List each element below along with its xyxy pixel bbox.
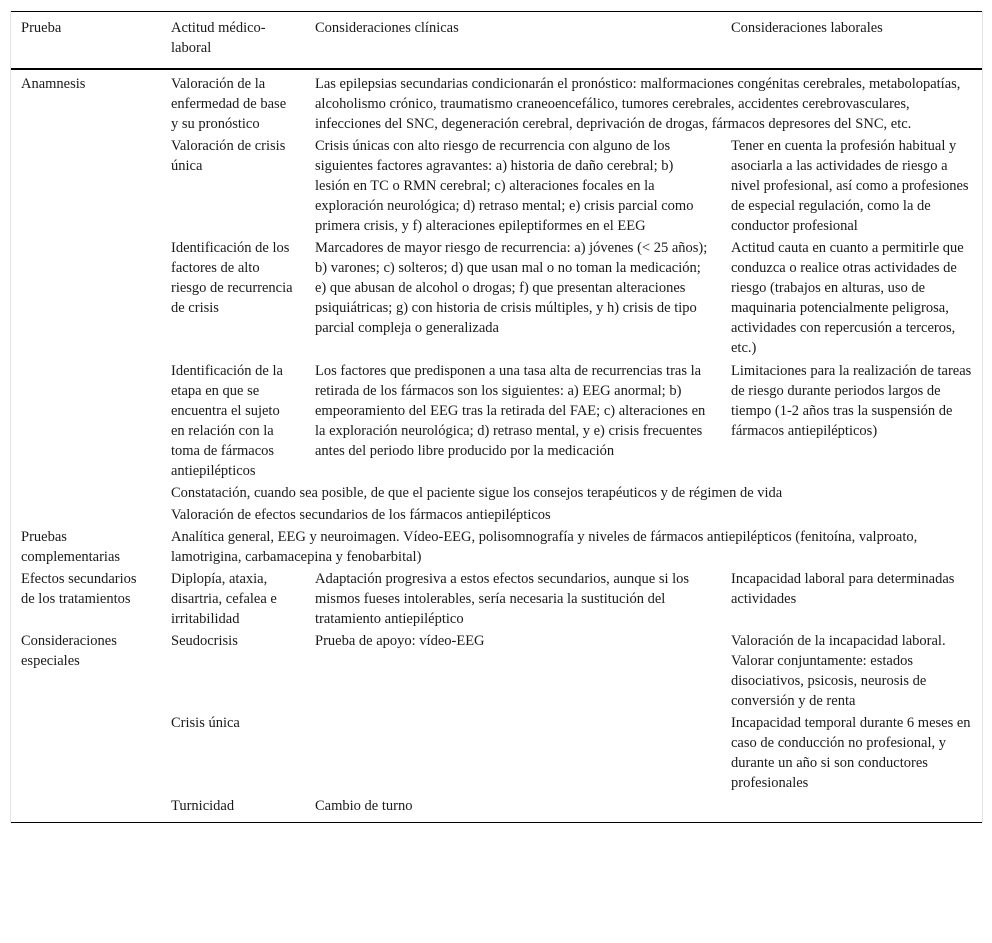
header-prueba: Prueba bbox=[21, 20, 62, 36]
table-row bbox=[11, 630, 982, 712]
section-label-efectos-secundarios: Efectos secundarios de los tratamientos bbox=[21, 571, 137, 607]
cell-actitud: Identificación de los factores de alto riesgo de recurrencia de crisis bbox=[171, 240, 293, 316]
cell-clinicas: Marcadores de mayor riesgo de recurrencia: a) jóvenes (< 25 años); b) varones; c) solteros; d) que usan mal o no toman la medicación; e) que abusan de alcohol o drogas; f) que presentan alteraciones psiquiátricas; g) con historia de crisis múltiples, y h) crisis de tipo parcial compleja o generalizada bbox=[315, 240, 708, 336]
cell-span-text: Valoración de efectos secundarios de los fármacos antiepilépticos bbox=[171, 507, 551, 523]
epilepsy-occupational-table bbox=[11, 11, 982, 823]
cell-actitud: Seudocrisis bbox=[171, 633, 238, 649]
cell-laborales: Incapacidad temporal durante 6 meses en caso de conducción no profesional, y durante un año si son conductores profesionales bbox=[731, 715, 971, 791]
cell-actitud: Diplopía, ataxia, disartria, cefalea e irritabilidad bbox=[171, 571, 277, 627]
header-actitud: Actitud médico-laboral bbox=[171, 20, 266, 56]
section-label-anamnesis: Anamnesis bbox=[21, 76, 86, 92]
cell-laborales: Valoración de la incapacidad laboral. Valorar conjuntamente: estados disociativos, psicosis, neurosis de conversión y de renta bbox=[731, 633, 946, 709]
cell-laborales: Actitud cauta en cuanto a permitirle que conduzca o realice otras actividades de riesgo (trabajos en alturas, uso de maquinaria potencialmente peligrosa, actividades con repercusión a terceros, etc.) bbox=[731, 240, 964, 356]
cell-span-text: Constatación, cuando sea posible, de que el paciente sigue los consejos terapéuticos y de régimen de vida bbox=[171, 485, 783, 501]
cell-actitud: Crisis única bbox=[171, 715, 240, 731]
cell-actitud: Valoración de la enfermedad de base y su pronóstico bbox=[171, 76, 287, 132]
header-consideraciones-laborales: Consideraciones laborales bbox=[731, 20, 883, 36]
cell-actitud: Turnicidad bbox=[171, 798, 235, 814]
cell-clinicas: Cambio de turno bbox=[315, 798, 413, 814]
cell-clinicas: Adaptación progresiva a estos efectos secundarios, aunque si los mismos fueses intolerables, sería necesaria la sustitución del tratamiento antiepiléptico bbox=[315, 571, 690, 627]
cell-clinicas bbox=[305, 712, 721, 795]
cell-actitud: Valoración de crisis única bbox=[171, 138, 286, 174]
cell-laborales bbox=[721, 795, 982, 823]
cell-span-text: Analítica general, EEG y neuroimagen. Vídeo-EEG, polisomnografía y niveles de fármacos antiepilépticos (fenitoína, valproato, lamotrigina, carbamacepina y fenobarbital) bbox=[171, 529, 918, 565]
section-label-consideraciones-especiales: Consideraciones especiales bbox=[21, 633, 117, 669]
cell-clinicas: Las epilepsias secundarias condicionarán el pronóstico: malformaciones congénitas cerebrales, metabolopatías, alcoholismo crónico, traumatismo craneoencefálico, tumores cerebrales, accidentes cerebrovasculares, infecciones del SNC, degeneración cerebral, deprivación de drogas, fármacos depresores del SNC, etc. bbox=[315, 76, 961, 132]
cell-clinicas: Los factores que predisponen a una tasa alta de recurrencias tras la retirada de los fármacos son los siguientes: a) EEG anormal; b) empeoramiento del EEG tras la retirada del FAE; c) alteraciones en la exploración neurológica; d) retraso mental, y e) crisis frecuentes antes del periodo libre producido por la medicación bbox=[315, 363, 706, 459]
table-row bbox=[11, 526, 982, 568]
cell-actitud: Identificación de la etapa en que se encuentra el sujeto en relación con la toma de fármacos antiepilépticos bbox=[171, 363, 283, 479]
epilepsy-occupational-table-container bbox=[10, 11, 983, 823]
table-header-row bbox=[11, 12, 982, 70]
cell-laborales: Tener en cuenta la profesión habitual y asociarla a las actividades de riesgo a nivel profesional, así como a profesiones de especial regulación, como la de conductor profesional bbox=[731, 138, 969, 234]
cell-clinicas: Prueba de apoyo: vídeo-EEG bbox=[315, 633, 485, 649]
section-label-pruebas-complementarias: Pruebas complementarias bbox=[21, 529, 121, 565]
header-consideraciones-clinicas: Consideraciones clínicas bbox=[315, 20, 459, 36]
table-row bbox=[11, 568, 982, 630]
cell-clinicas: Crisis únicas con alto riesgo de recurrencia con alguno de los siguientes factores agravantes: a) historia de daño cerebral; b) lesión en TC o RMN cerebral; c) alteraciones focales en la exploración neurológica; d) retraso mental; e) crisis parcial como primera crisis, y f) alteraciones epileptiformes en el EEG bbox=[315, 138, 694, 234]
cell-laborales: Incapacidad laboral para determinadas actividades bbox=[731, 571, 955, 607]
cell-laborales: Limitaciones para la realización de tareas de riesgo durante periodos largos de tiempo (1-2 años tras la suspensión de fármacos antiepilépticos) bbox=[731, 363, 972, 439]
table-row bbox=[11, 69, 982, 135]
